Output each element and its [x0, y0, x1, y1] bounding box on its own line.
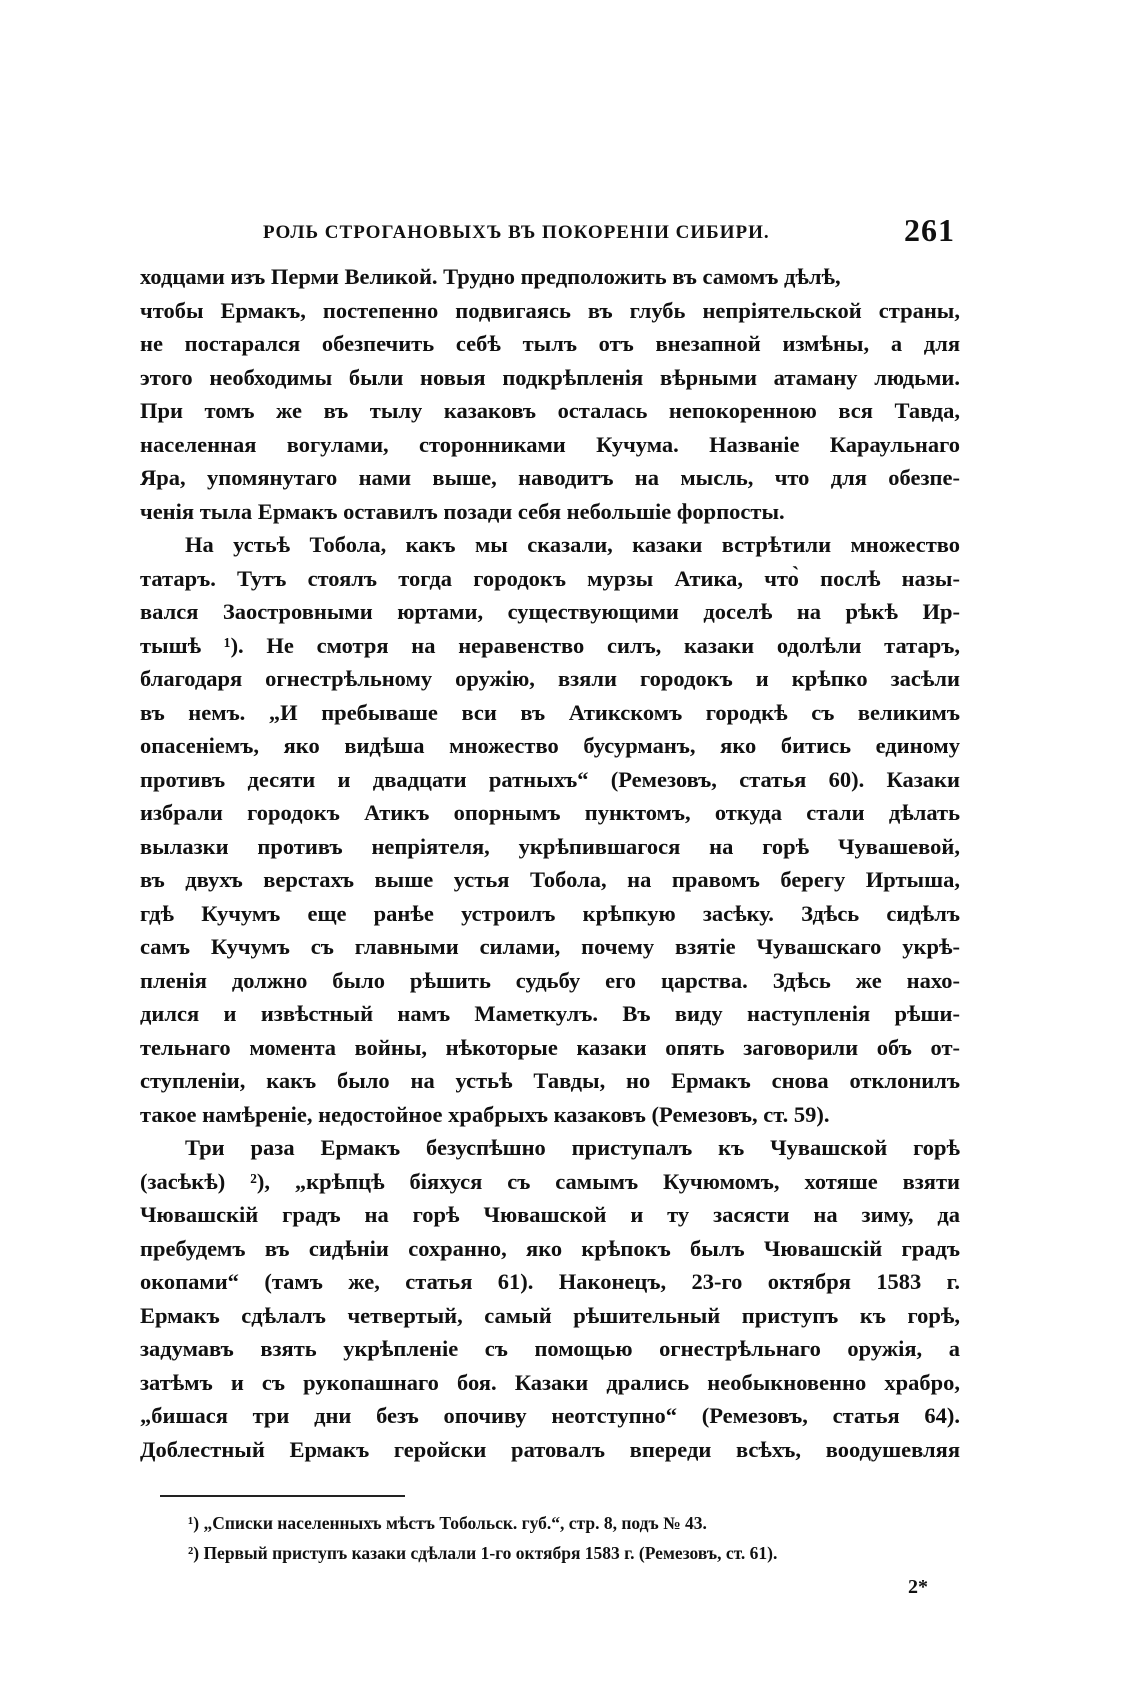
paragraph-3-line: Доблестный Ермакъ геройски ратовалъ впереди всѣхъ, воодушевляя	[140, 1436, 960, 1462]
paragraph-3-line: (засѣкѣ) ²), „крѣпцѣ біяхуся съ самымъ Кучюмомъ, хотяше взяти	[140, 1168, 960, 1194]
paragraph-2-line: тышѣ ¹). Не смотря на неравенство силъ, казаки одолѣли татаръ,	[140, 632, 960, 658]
paragraph-3-line: пребудемъ въ сидѣніи сохранно, яко крѣпокъ былъ Чювашскій градъ	[140, 1235, 960, 1261]
paragraph-2-line: гдѣ Кучумъ еще ранѣе устроилъ крѣпкую засѣку. Здѣсь сидѣлъ	[140, 900, 960, 926]
paragraph-3-line: задумавъ взять укрѣпленіе съ помощью огнестрѣльнаго оружія, а	[140, 1336, 960, 1361]
footnote-divider	[160, 1495, 405, 1497]
paragraph-2-line: вался Заостровными юртами, существующими доселѣ на рѣкѣ Ир-	[140, 599, 960, 624]
page-number: 261	[904, 212, 955, 248]
paragraph-1-line: Яра, упомянутаго нами выше, наводитъ на мысль, что для обезпе-	[140, 465, 960, 490]
paragraph-2-line: ступленіи, какъ было на устьѣ Тавды, но Ермакъ снова отклонилъ	[140, 1068, 960, 1093]
body-text	[140, 260, 960, 1466]
paragraph-2-line: татаръ. Тутъ стоялъ тогда городокъ мурзы Атика, что̀ послѣ назы-	[140, 565, 960, 591]
paragraph-2-line: въ немъ. „И пребываше вси въ Атикскомъ городкѣ съ великимъ	[140, 699, 960, 725]
paragraph-2-line: дился и извѣстный намъ Маметкулъ. Въ виду наступленія рѣши-	[140, 1001, 960, 1026]
paragraph-1-line: этого необходимы были новыя подкрѣпленія вѣрными атаману людьми.	[140, 364, 960, 390]
paragraph-2-line: пленія должно было рѣшить судьбу его царства. Здѣсь же нахо-	[140, 967, 960, 993]
paragraph-2-line: противъ десяти и двадцати ратныхъ“ (Ремезовъ, статья 60). Казаки	[140, 766, 960, 792]
paragraph-2-line: тельнаго момента войны, нѣкоторые казаки опять заговорили объ от-	[140, 1034, 960, 1060]
paragraph-3-line: окопами“ (тамъ же, статья 61). Наконецъ, 23-го октября 1583 г.	[140, 1269, 960, 1294]
paragraph-1-line: не постарался обезпечить себѣ тылъ отъ внезапной измѣны, а для	[140, 331, 960, 356]
paragraph-1-line: ходцами изъ Перми Великой. Трудно предположить въ самомъ дѣлѣ,	[140, 264, 841, 289]
paragraph-3-line: „бишася три дни безъ опочиву неотступно“ (Ремезовъ, статья 64).	[140, 1403, 960, 1428]
footnote-1: ¹) „Списки населенныхъ мѣстъ Тобольск. губ.“, стр. 8, подъ № 43.	[188, 1513, 707, 1533]
paragraph-3-line: Три раза Ермакъ безуспѣшно приступалъ къ Чувашской горѣ	[185, 1135, 960, 1160]
paragraph-2-line: самъ Кучумъ съ главными силами, почему взятіе Чувашскаго укрѣ-	[140, 934, 960, 959]
footnote-2: ²) Первый приступъ казаки сдѣлали 1-го октября 1583 г. (Ремезовъ, ст. 61).	[188, 1543, 778, 1563]
paragraph-1-line: При томъ же въ тылу казаковъ осталась непокоренною вся Тавда,	[140, 398, 960, 423]
paragraph-3-line: затѣмъ и съ рукопашнаго боя. Казаки дрались необыкновенно храбро,	[140, 1369, 960, 1395]
running-head-title: РОЛЬ СТРОГАНОВЫХЪ ВЪ ПОКОРЕНІИ СИБИРИ.	[263, 222, 770, 243]
signature-mark: 2*	[908, 1576, 928, 1598]
paragraph-3-line: Ермакъ сдѣлалъ четвертый, самый рѣшительный приступъ къ горѣ,	[140, 1302, 960, 1328]
paragraph-2-line: въ двухъ верстахъ выше устья Тобола, на правомъ берегу Иртыша,	[140, 867, 960, 892]
paragraph-1-line: ченія тыла Ермакъ оставилъ позади себя небольшіе форпосты.	[140, 498, 785, 524]
paragraph-2-line: На устьѣ Тобола, какъ мы сказали, казаки встрѣтили множество	[185, 532, 960, 557]
paragraph-2-line: вылазки противъ непріятеля, укрѣпившагося на горѣ Чувашевой,	[140, 833, 960, 859]
paragraph-3-line: Чювашскій градъ на горѣ Чювашской и ту засясти на зиму, да	[140, 1202, 960, 1227]
footnotes	[188, 1508, 963, 1568]
running-head	[145, 212, 955, 252]
paragraph-1-line: населенная вогулами, сторонниками Кучума. Названіе Караульнаго	[140, 431, 960, 457]
paragraph-2-line: такое намѣреніе, недостойное храбрыхъ казаковъ (Ремезовъ, ст. 59).	[140, 1101, 830, 1127]
paragraph-1-line: чтобы Ермакъ, постепенно подвигаясь въ глубь непріятельской страны,	[140, 297, 960, 323]
paragraph-2-line: благодаря огнестрѣльному оружію, взяли городокъ и крѣпко засѣли	[140, 666, 960, 691]
paragraph-2-line: избрали городокъ Атикъ опорнымъ пунктомъ, откуда стали дѣлать	[140, 800, 960, 825]
paragraph-2-line: опасеніемъ, яко видѣша множество бусурманъ, яко битись единому	[140, 733, 960, 758]
